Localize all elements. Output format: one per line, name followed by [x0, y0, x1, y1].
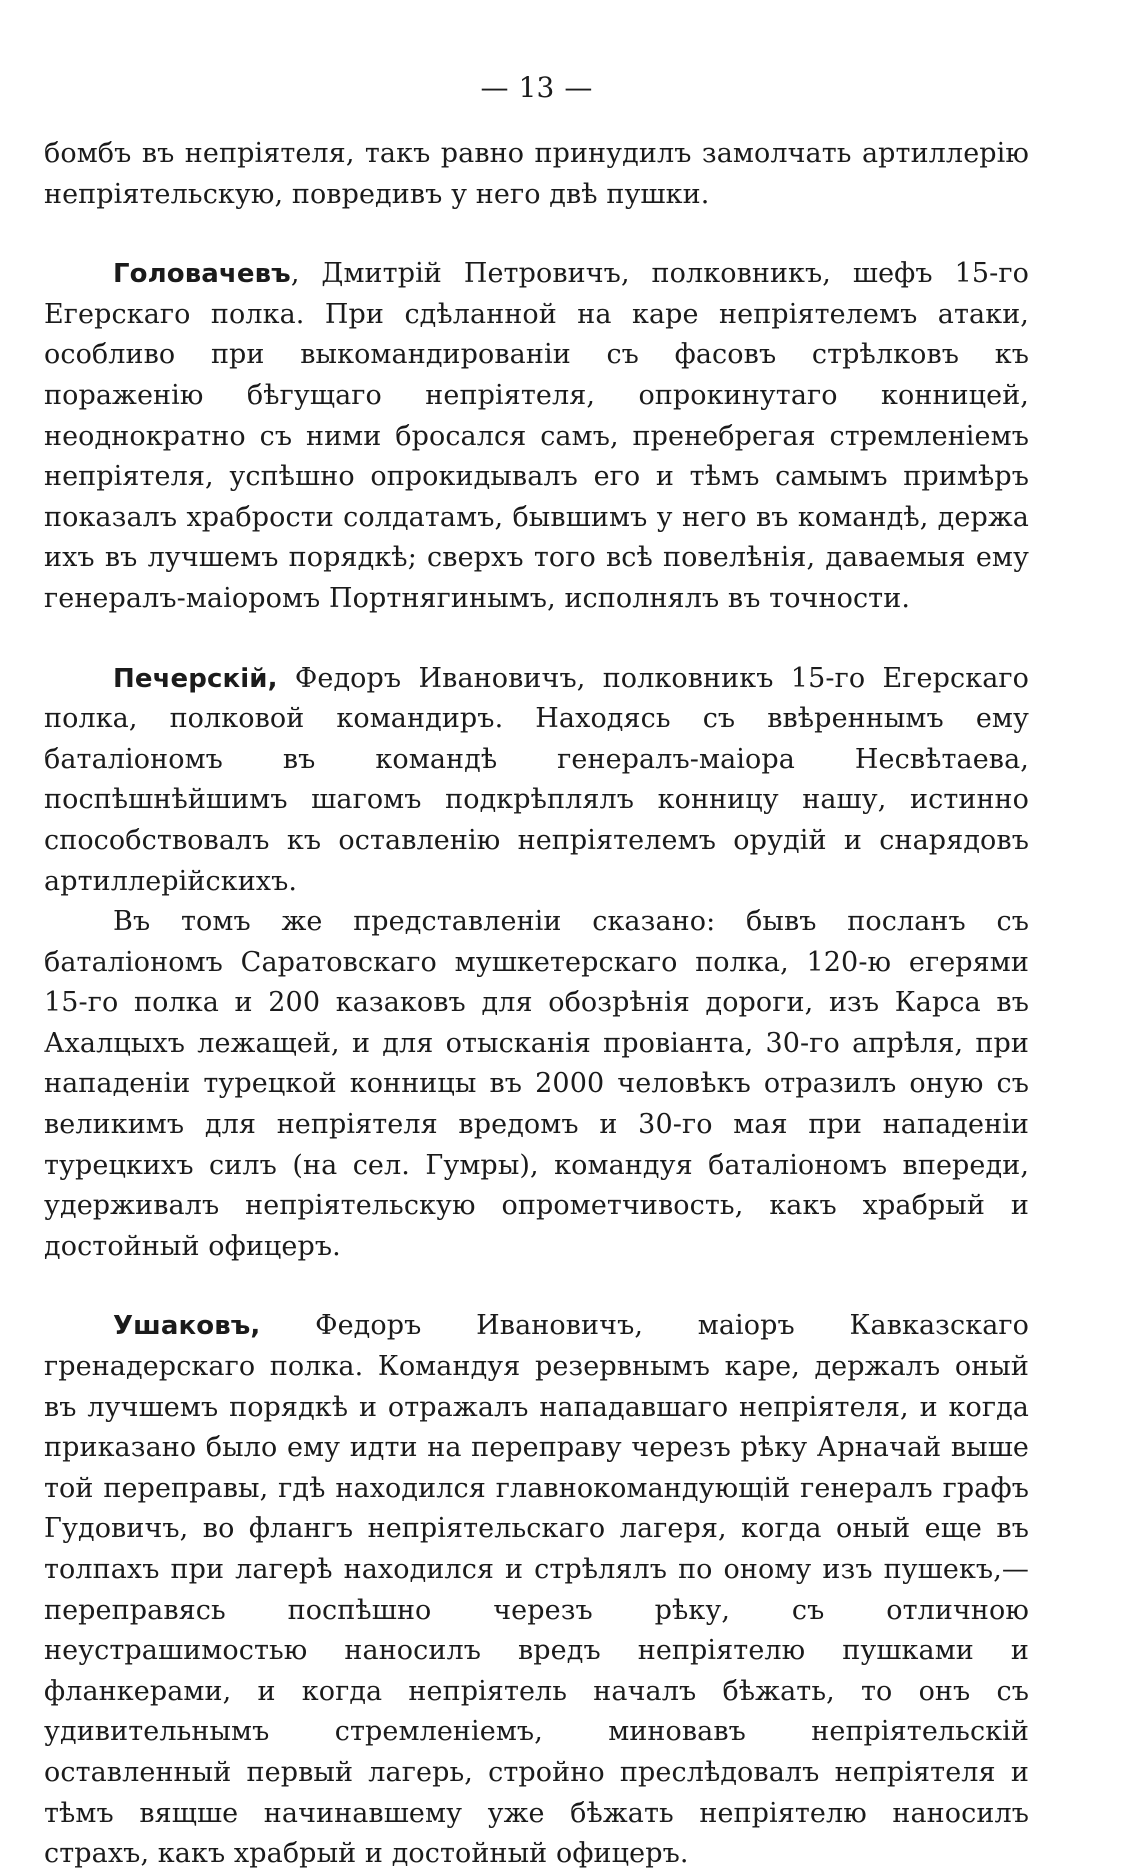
entry-name: Печерскій,: [113, 663, 278, 694]
entry-ushakov: [44, 1306, 1029, 1874]
page: [44, 60, 1029, 1875]
paragraph-representation: [44, 902, 1029, 1267]
entry-name: Ушаковъ,: [113, 1311, 261, 1342]
page-number: — 13 —: [480, 71, 593, 104]
entry-name: Головачевъ: [113, 259, 291, 290]
page-number-value: 13: [518, 71, 555, 104]
paragraph-text: бомбъ въ непріятеля, такъ равно принудилъ замолчать артиллерію непріятельскую, повредивъ у него двѣ пушки.: [44, 138, 1029, 210]
paragraph-text: Въ томъ же представленіи сказано: бывъ посланъ съ баталіономъ Саратовскаго мушкетерскаго полка, 120-ю егерями 15-го полка и 200 казаковъ для обозрѣнія дороги, изъ Карса въ Ахалцыхъ лежащей, и для отысканія провіанта, 30-го апрѣля, при нападеніи турецкой конницы въ 2000 человѣкъ отразилъ оную съ великимъ для непріятеля вредомъ и 30-го мая при нападеніи турецкихъ силъ (на сел. Гумры), командуя баталіономъ впереди, удерживалъ непріятельскую опрометчивость, какъ храбрый и достойный офицеръ.: [44, 906, 1029, 1262]
entry-text: Федоръ Ивановичъ, полковникъ 15-го Егерскаго полка, полковой командиръ. Находясь съ ввѣреннымъ ему баталіономъ въ командѣ генералъ-маіора Несвѣтаева, поспѣшнѣйшимъ шагомъ подкрѣплялъ конницу нашу, истинно способствовалъ къ оставленію непріятелемъ орудій и снарядовъ артиллерійскихъ.: [44, 662, 1029, 897]
entry-text: Федоръ Ивановичъ, маіоръ Кавказскаго гренадерскаго полка. Командуя резервнымъ каре, держалъ оный въ лучшемъ порядкѣ и отражалъ нападавшаго непріятеля, и когда приказано было ему идти на переправу черезъ рѣку Арначай выше той переправы, гдѣ находился главнокомандующій генералъ графъ Гудовичъ, во флангъ непріятельскаго лагеря, когда оный еще въ толпахъ при лагерѣ находился и стрѣлялъ по оному изъ пушекъ,—переправясь поспѣшно черезъ рѣку, съ отличною неустрашимостью наносилъ вредъ непріятелю пушками и фланкерами, и когда непріятель началъ бѣжать, то онъ съ удивительнымъ стремленіемъ, миновавъ непріятельскій оставленный первый лагерь, стройно преслѣдовалъ непріятеля и тѣмъ вящше начинавшему уже бѣжать непріятелю наносилъ страхъ, какъ храбрый и достойный офицеръ.: [44, 1310, 1029, 1870]
paragraph-continuation: [44, 134, 1029, 215]
entry-golovachev: [44, 254, 1029, 619]
entry-pechersky: [44, 659, 1029, 903]
entry-text: , Дмитрій Петровичъ, полковникъ, шефъ 15-го Егерскаго полка. При сдѣланной на каре непріятелемъ атаки, особливо при выкомандированіи съ фасовъ стрѣлковъ къ пораженію бѣгущаго непріятеля, опрокинутаго конницей, неоднократно съ ними бросался самъ, пренебрегая стремленіемъ непріятеля, успѣшно опрокидывалъ его и тѣмъ самымъ примѣръ показалъ храбрости солдатамъ, бывшимъ у него въ командѣ, держа ихъ въ лучшемъ порядкѣ; сверхъ того всѣ повелѣнія, даваемыя ему генералъ-маіоромъ Портнягинымъ, исполнялъ въ точности.: [44, 258, 1029, 614]
